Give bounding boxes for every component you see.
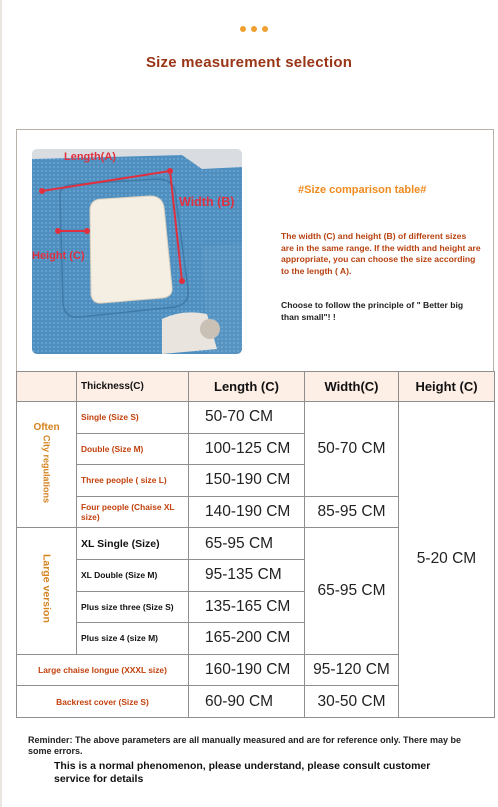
row-length: 160-190 CM: [189, 654, 305, 686]
table-row: [17, 402, 495, 434]
corner-cell: [17, 372, 77, 402]
reminder-text: Reminder: The above parameters are all manually measured and are for reference only. There may be some errors.: [28, 735, 462, 756]
decor-dots: [240, 26, 268, 32]
group-large: [17, 528, 77, 654]
row-label: Plus size 4 (size M): [77, 623, 189, 655]
header-thickness: Thickness(C): [77, 372, 189, 402]
row-length: 150-190 CM: [189, 465, 305, 497]
header-length: Length (C): [189, 372, 305, 402]
width-group-regular: 50-70 CM: [305, 402, 399, 497]
row-label: XL Single (Size): [77, 528, 189, 560]
row-length: 50-70 CM: [189, 402, 305, 434]
group-city-label: City regulations: [41, 434, 52, 503]
width-group-large: 65-95 CM: [305, 528, 399, 654]
row-length: 135-165 CM: [189, 591, 305, 623]
row-width: 30-50 CM: [305, 686, 399, 718]
header-height: Height (C): [399, 372, 495, 402]
row-length: 140-190 CM: [189, 496, 305, 528]
group-regular: [17, 402, 77, 528]
row-length: 95-135 CM: [189, 559, 305, 591]
row-label: Double (Size M): [77, 433, 189, 465]
row-label: XL Double (Size M): [77, 559, 189, 591]
row-label: Backrest cover (Size S): [17, 686, 189, 718]
page-title: Size measurement selection: [145, 54, 353, 71]
page-frame-line: [0, 0, 2, 807]
row-label: Four people (Chaise XL size): [77, 496, 189, 528]
dot: [251, 26, 257, 32]
dot: [262, 26, 268, 32]
row-width: 95-120 CM: [305, 654, 399, 686]
size-principle: Choose to follow the principle of " Better big than small"! !: [281, 300, 464, 322]
row-label: Plus size three (Size S): [77, 591, 189, 623]
row-width: 85-95 CM: [305, 496, 399, 528]
group-large-label: Large version: [40, 554, 53, 623]
note-text: This is a normal phenomenon, please understand, please consult customer service for details: [54, 760, 431, 785]
row-label: Large chaise longue (XXXL size): [17, 654, 189, 686]
header-width: Width(C): [305, 372, 399, 402]
row-label: Three people ( size L): [77, 465, 189, 497]
row-length: 65-95 CM: [189, 528, 305, 560]
width-label: Width (B): [179, 195, 235, 209]
row-length: 165-200 CM: [189, 623, 305, 655]
length-label: Length(A): [64, 151, 116, 163]
group-often-label: Often: [33, 421, 60, 433]
row-label: Single (Size S): [77, 402, 189, 434]
table-header-row: [17, 372, 495, 402]
height-label: Height (C): [32, 250, 85, 262]
height-all: 5-20 CM: [399, 402, 495, 718]
size-table-heading: #Size comparison table#: [298, 184, 427, 196]
row-length: 100-125 CM: [189, 433, 305, 465]
size-table: [16, 371, 495, 718]
row-length: 60-90 CM: [189, 686, 305, 718]
dot: [240, 26, 246, 32]
size-explanation: The width (C) and height (B) of different sizes are in the same range. If the width and height are appropriate, you can choose the size according to the length ( A).: [281, 231, 481, 276]
